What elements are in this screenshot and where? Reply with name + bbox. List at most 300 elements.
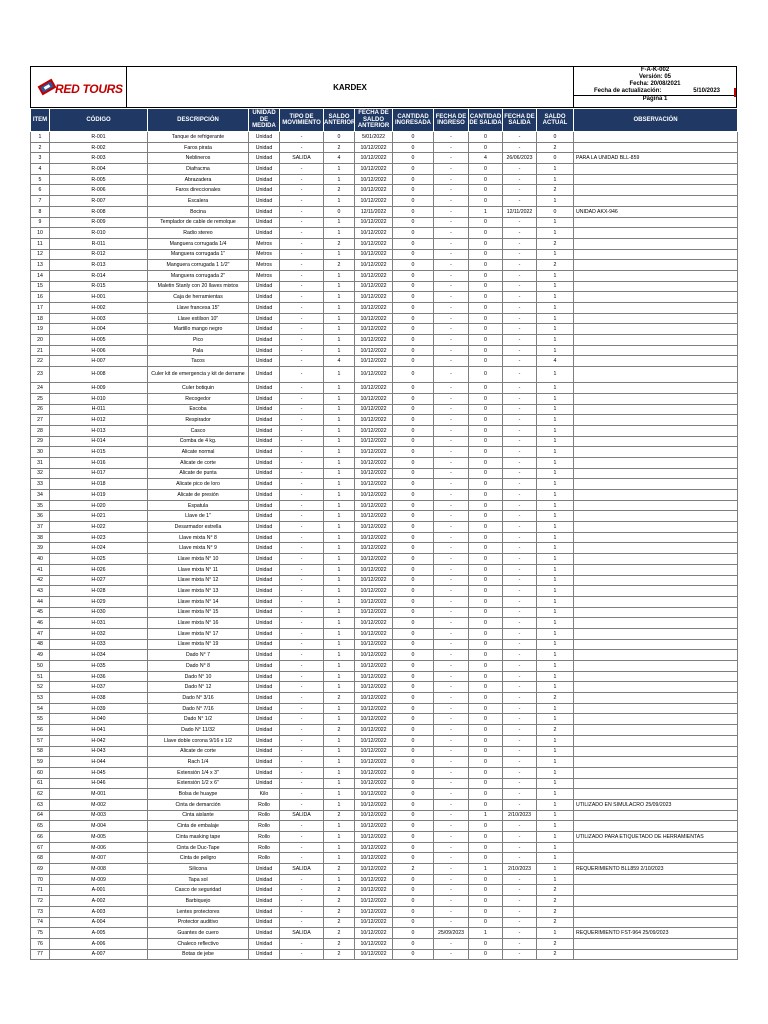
table-cell[interactable] (574, 554, 738, 565)
table-cell[interactable] (574, 650, 738, 661)
table-cell[interactable]: Rollo (249, 810, 280, 821)
table-cell[interactable]: 0 (469, 238, 503, 249)
column-header[interactable]: UNIDAD DE MEDIDA (249, 109, 280, 132)
table-cell[interactable]: - (280, 228, 324, 239)
table-cell[interactable]: 0 (393, 906, 434, 917)
table-row[interactable] (31, 714, 738, 725)
table-row[interactable] (31, 196, 738, 207)
table-cell[interactable]: 1 (537, 714, 574, 725)
table-cell[interactable]: Unidad (249, 757, 280, 768)
table-cell[interactable]: - (280, 367, 324, 383)
table-cell[interactable]: 0 (469, 682, 503, 693)
table-cell[interactable] (574, 228, 738, 239)
table-cell[interactable]: 1 (324, 383, 355, 394)
table-cell[interactable]: - (503, 383, 537, 394)
table-cell[interactable]: - (280, 270, 324, 281)
table-cell[interactable]: R-005 (50, 174, 148, 185)
table-cell[interactable]: Unidad (249, 447, 280, 458)
table-cell[interactable]: 1 (537, 821, 574, 832)
table-cell[interactable]: 10/12/2022 (355, 735, 393, 746)
table-cell[interactable]: 1 (537, 335, 574, 346)
table-cell[interactable]: H-023 (50, 532, 148, 543)
table-cell[interactable] (574, 367, 738, 383)
table-cell[interactable]: - (503, 564, 537, 575)
table-cell[interactable]: 0 (469, 874, 503, 885)
table-cell[interactable]: 0 (469, 757, 503, 768)
table-cell[interactable]: M-008 (50, 864, 148, 875)
table-cell[interactable]: 0 (469, 596, 503, 607)
table-cell[interactable]: Unidad (249, 543, 280, 554)
table-cell[interactable]: 10/12/2022 (355, 714, 393, 725)
table-cell[interactable] (574, 132, 738, 143)
table-cell[interactable]: H-004 (50, 324, 148, 335)
table-cell[interactable]: 1 (537, 554, 574, 565)
table-cell[interactable]: H-015 (50, 447, 148, 458)
table-cell[interactable]: 1 (31, 132, 50, 143)
table-cell[interactable]: - (280, 575, 324, 586)
table-cell[interactable]: Manguera corrugada 2" (148, 270, 249, 281)
table-cell[interactable]: - (503, 821, 537, 832)
table-cell[interactable]: - (280, 949, 324, 960)
table-cell[interactable]: 37 (31, 522, 50, 533)
table-cell[interactable]: - (280, 853, 324, 864)
table-cell[interactable]: 13 (31, 260, 50, 271)
table-cell[interactable]: 0 (469, 164, 503, 175)
table-cell[interactable]: Unidad (249, 864, 280, 875)
table-row[interactable] (31, 345, 738, 356)
table-cell[interactable]: Barbiquejo (148, 896, 249, 907)
table-cell[interactable]: 0 (393, 757, 434, 768)
table-cell[interactable]: Faros pirata (148, 142, 249, 153)
table-cell[interactable]: - (434, 522, 469, 533)
table-cell[interactable]: 0 (469, 586, 503, 597)
table-cell[interactable]: - (434, 132, 469, 143)
table-cell[interactable]: SALIDA (280, 153, 324, 164)
table-cell[interactable]: 0 (393, 270, 434, 281)
table-cell[interactable]: 60 (31, 767, 50, 778)
table-cell[interactable]: - (280, 757, 324, 768)
table-cell[interactable]: - (280, 671, 324, 682)
table-cell[interactable]: - (503, 703, 537, 714)
table-cell[interactable]: - (434, 436, 469, 447)
table-cell[interactable]: - (280, 938, 324, 949)
table-cell[interactable]: - (503, 682, 537, 693)
table-cell[interactable]: 24 (31, 383, 50, 394)
table-cell[interactable]: 0 (469, 832, 503, 843)
table-cell[interactable]: H-018 (50, 479, 148, 490)
table-cell[interactable]: 0 (393, 650, 434, 661)
table-cell[interactable]: 0 (469, 543, 503, 554)
table-row[interactable] (31, 778, 738, 789)
table-cell[interactable]: H-032 (50, 628, 148, 639)
table-cell[interactable]: 2/10/2023 (503, 864, 537, 875)
table-cell[interactable]: H-021 (50, 511, 148, 522)
table-cell[interactable]: Dado N° 7 (148, 650, 249, 661)
table-row[interactable] (31, 917, 738, 928)
table-cell[interactable]: A-002 (50, 896, 148, 907)
table-cell[interactable]: 0 (393, 132, 434, 143)
table-cell[interactable]: 30 (31, 447, 50, 458)
table-cell[interactable]: Unidad (249, 586, 280, 597)
table-cell[interactable]: 73 (31, 906, 50, 917)
table-cell[interactable]: Martillo mango negro (148, 324, 249, 335)
table-cell[interactable]: 1 (324, 228, 355, 239)
table-cell[interactable]: - (503, 260, 537, 271)
table-cell[interactable]: Unidad (249, 174, 280, 185)
table-row[interactable] (31, 490, 738, 501)
table-cell[interactable]: 1 (537, 500, 574, 511)
table-cell[interactable]: 0 (469, 436, 503, 447)
table-row[interactable] (31, 853, 738, 864)
table-cell[interactable]: 22 (31, 356, 50, 367)
table-cell[interactable]: Unidad (249, 415, 280, 426)
table-cell[interactable]: H-045 (50, 767, 148, 778)
table-cell[interactable]: - (280, 479, 324, 490)
table-cell[interactable]: 1 (537, 874, 574, 885)
table-cell[interactable]: 1 (324, 661, 355, 672)
column-header[interactable]: FECHA DE SALDO ANTERIOR (355, 109, 393, 132)
table-cell[interactable]: Unidad (249, 906, 280, 917)
table-cell[interactable]: 0 (469, 313, 503, 324)
table-cell[interactable] (574, 885, 738, 896)
table-cell[interactable]: REQUERIMIENTO FST-964 25/09/2023 (574, 928, 738, 939)
table-row[interactable] (31, 874, 738, 885)
table-row[interactable] (31, 500, 738, 511)
table-cell[interactable]: - (434, 174, 469, 185)
table-cell[interactable]: M-006 (50, 842, 148, 853)
table-row[interactable] (31, 554, 738, 565)
table-cell[interactable]: 72 (31, 896, 50, 907)
table-row[interactable] (31, 661, 738, 672)
table-cell[interactable]: - (434, 949, 469, 960)
table-cell[interactable]: - (503, 853, 537, 864)
table-cell[interactable]: - (434, 281, 469, 292)
table-cell[interactable]: Cinta aislante (148, 810, 249, 821)
table-cell[interactable] (574, 238, 738, 249)
table-cell[interactable]: Unidad (249, 607, 280, 618)
table-row[interactable] (31, 864, 738, 875)
table-cell[interactable]: H-012 (50, 415, 148, 426)
table-cell[interactable]: 1 (537, 928, 574, 939)
table-row[interactable] (31, 832, 738, 843)
table-cell[interactable]: A-005 (50, 928, 148, 939)
table-cell[interactable]: Unidad (249, 714, 280, 725)
table-cell[interactable]: 10/12/2022 (355, 799, 393, 810)
table-cell[interactable] (574, 345, 738, 356)
table-cell[interactable]: - (503, 607, 537, 618)
table-cell[interactable]: 0 (393, 238, 434, 249)
table-cell[interactable]: Unidad (249, 425, 280, 436)
table-row[interactable] (31, 596, 738, 607)
table-cell[interactable]: - (280, 185, 324, 196)
table-cell[interactable]: - (503, 324, 537, 335)
table-cell[interactable]: Unidad (249, 324, 280, 335)
table-cell[interactable]: 2 (537, 238, 574, 249)
table-cell[interactable]: Llave mixta N° 14 (148, 596, 249, 607)
table-cell[interactable]: 1 (324, 313, 355, 324)
table-cell[interactable]: Casco de seguridad (148, 885, 249, 896)
table-cell[interactable]: 1 (537, 292, 574, 303)
table-cell[interactable]: 0 (393, 885, 434, 896)
table-cell[interactable]: 0 (469, 335, 503, 346)
table-cell[interactable]: - (503, 436, 537, 447)
table-cell[interactable]: H-040 (50, 714, 148, 725)
table-row[interactable] (31, 628, 738, 639)
table-cell[interactable]: 2 (324, 810, 355, 821)
table-row[interactable] (31, 693, 738, 704)
table-cell[interactable]: 1 (324, 618, 355, 629)
table-cell[interactable]: 32 (31, 468, 50, 479)
table-cell[interactable]: 1 (537, 447, 574, 458)
table-cell[interactable]: Unidad (249, 874, 280, 885)
table-cell[interactable]: - (503, 596, 537, 607)
table-cell[interactable]: - (503, 356, 537, 367)
column-header[interactable]: DESCRIPCIÓN (148, 109, 249, 132)
table-cell[interactable]: 1 (324, 249, 355, 260)
table-cell[interactable]: - (280, 917, 324, 928)
table-cell[interactable]: 0 (393, 596, 434, 607)
table-cell[interactable]: Unidad (249, 671, 280, 682)
table-cell[interactable]: - (280, 511, 324, 522)
table-cell[interactable]: Alicate de corte (148, 746, 249, 757)
table-cell[interactable]: Tacos (148, 356, 249, 367)
table-cell[interactable]: 0 (469, 383, 503, 394)
table-cell[interactable]: Alicate de corte (148, 457, 249, 468)
table-row[interactable] (31, 906, 738, 917)
table-cell[interactable]: 1 (324, 270, 355, 281)
table-cell[interactable]: - (434, 821, 469, 832)
table-cell[interactable]: Llave mixta N° 17 (148, 628, 249, 639)
table-cell[interactable]: Unidad (249, 457, 280, 468)
table-cell[interactable]: 1 (324, 703, 355, 714)
table-cell[interactable]: 0 (393, 532, 434, 543)
table-cell[interactable]: Metros (249, 260, 280, 271)
table-cell[interactable]: - (503, 196, 537, 207)
table-cell[interactable]: Unidad (249, 206, 280, 217)
table-cell[interactable]: Llave mixta N° 9 (148, 543, 249, 554)
table-cell[interactable]: 10/12/2022 (355, 725, 393, 736)
table-cell[interactable]: H-024 (50, 543, 148, 554)
table-cell[interactable]: 0 (393, 292, 434, 303)
table-cell[interactable]: - (503, 671, 537, 682)
table-cell[interactable]: 1 (537, 532, 574, 543)
table-row[interactable] (31, 607, 738, 618)
table-cell[interactable]: 0 (393, 917, 434, 928)
table-cell[interactable]: 2 (324, 949, 355, 960)
table-cell[interactable]: 0 (393, 564, 434, 575)
table-cell[interactable]: H-016 (50, 457, 148, 468)
table-cell[interactable] (574, 618, 738, 629)
table-cell[interactable]: H-010 (50, 393, 148, 404)
table-cell[interactable]: - (434, 714, 469, 725)
table-cell[interactable]: Templador de cable de remolque (148, 217, 249, 228)
table-cell[interactable]: 1 (324, 799, 355, 810)
table-row[interactable] (31, 810, 738, 821)
table-cell[interactable]: - (434, 906, 469, 917)
table-cell[interactable]: Manguera corrugada 1/4 (148, 238, 249, 249)
table-cell[interactable] (574, 757, 738, 768)
table-cell[interactable]: - (280, 885, 324, 896)
table-cell[interactable]: - (280, 586, 324, 597)
table-cell[interactable]: - (503, 468, 537, 479)
table-cell[interactable]: - (280, 393, 324, 404)
table-cell[interactable]: 23 (31, 367, 50, 383)
table-cell[interactable]: 0 (469, 511, 503, 522)
table-cell[interactable]: - (503, 757, 537, 768)
table-cell[interactable]: - (503, 425, 537, 436)
table-cell[interactable]: M-003 (50, 810, 148, 821)
table-cell[interactable]: - (280, 174, 324, 185)
table-row[interactable] (31, 174, 738, 185)
table-cell[interactable]: 0 (393, 842, 434, 853)
table-cell[interactable]: 10/12/2022 (355, 142, 393, 153)
table-cell[interactable]: 28 (31, 425, 50, 436)
table-cell[interactable]: 1 (537, 511, 574, 522)
table-cell[interactable]: H-030 (50, 607, 148, 618)
table-cell[interactable]: 1 (324, 532, 355, 543)
table-cell[interactable]: - (280, 564, 324, 575)
table-cell[interactable]: 1 (537, 596, 574, 607)
table-cell[interactable]: 0 (469, 292, 503, 303)
table-cell[interactable]: 53 (31, 693, 50, 704)
table-cell[interactable]: - (280, 217, 324, 228)
table-cell[interactable]: - (434, 238, 469, 249)
table-cell[interactable]: - (503, 447, 537, 458)
table-cell[interactable]: 1 (537, 404, 574, 415)
table-cell[interactable]: 0 (393, 821, 434, 832)
table-cell[interactable]: - (434, 292, 469, 303)
table-cell[interactable]: 10/12/2022 (355, 164, 393, 175)
table-cell[interactable]: 1 (537, 586, 574, 597)
table-row[interactable] (31, 383, 738, 394)
table-cell[interactable]: 76 (31, 938, 50, 949)
table-cell[interactable]: 1 (537, 671, 574, 682)
table-cell[interactable]: - (503, 500, 537, 511)
table-cell[interactable]: 0 (393, 367, 434, 383)
table-cell[interactable]: Kilo (249, 789, 280, 800)
table-row[interactable] (31, 618, 738, 629)
table-cell[interactable]: 38 (31, 532, 50, 543)
table-cell[interactable]: M-005 (50, 832, 148, 843)
table-cell[interactable]: - (503, 885, 537, 896)
table-cell[interactable]: 10/12/2022 (355, 618, 393, 629)
table-cell[interactable]: Unidad (249, 928, 280, 939)
table-cell[interactable]: 0 (469, 500, 503, 511)
table-cell[interactable]: 1 (324, 164, 355, 175)
table-cell[interactable]: Unidad (249, 479, 280, 490)
table-cell[interactable]: 41 (31, 564, 50, 575)
table-cell[interactable]: 1 (537, 832, 574, 843)
table-cell[interactable]: 0 (469, 639, 503, 650)
table-cell[interactable]: Rollo (249, 853, 280, 864)
table-cell[interactable]: Unidad (249, 735, 280, 746)
table-cell[interactable]: 4 (469, 153, 503, 164)
table-cell[interactable]: 3 (31, 153, 50, 164)
table-cell[interactable]: 10/12/2022 (355, 703, 393, 714)
table-cell[interactable]: H-036 (50, 671, 148, 682)
table-cell[interactable]: Unidad (249, 693, 280, 704)
table-cell[interactable]: 1 (537, 345, 574, 356)
table-cell[interactable]: 1 (537, 468, 574, 479)
table-cell[interactable]: 10/12/2022 (355, 586, 393, 597)
table-cell[interactable]: - (503, 335, 537, 346)
table-cell[interactable] (574, 303, 738, 314)
table-cell[interactable]: 0 (393, 345, 434, 356)
table-cell[interactable]: 0 (393, 281, 434, 292)
table-cell[interactable] (574, 789, 738, 800)
table-cell[interactable]: - (503, 575, 537, 586)
table-cell[interactable]: 10/12/2022 (355, 228, 393, 239)
table-row[interactable] (31, 313, 738, 324)
table-cell[interactable]: 1 (324, 522, 355, 533)
table-cell[interactable]: 12/11/2022 (503, 206, 537, 217)
table-cell[interactable]: 1 (537, 853, 574, 864)
table-cell[interactable]: A-006 (50, 938, 148, 949)
table-cell[interactable]: 10/12/2022 (355, 821, 393, 832)
table-cell[interactable]: - (434, 367, 469, 383)
table-cell[interactable]: 10/12/2022 (355, 682, 393, 693)
table-cell[interactable] (574, 693, 738, 704)
table-cell[interactable]: - (280, 415, 324, 426)
table-cell[interactable]: - (434, 874, 469, 885)
table-cell[interactable]: 10/12/2022 (355, 522, 393, 533)
table-cell[interactable]: 1 (537, 864, 574, 875)
table-cell[interactable]: 2 (324, 938, 355, 949)
table-cell[interactable]: PARA LA UNIDAD BLL-859 (574, 153, 738, 164)
table-cell[interactable]: 2 (324, 260, 355, 271)
table-cell[interactable]: 0 (469, 174, 503, 185)
table-cell[interactable]: - (280, 142, 324, 153)
table-cell[interactable]: 31 (31, 457, 50, 468)
table-cell[interactable]: 1 (537, 575, 574, 586)
table-cell[interactable]: Cinta de peligro (148, 853, 249, 864)
table-cell[interactable]: H-029 (50, 596, 148, 607)
table-cell[interactable]: 10/12/2022 (355, 393, 393, 404)
table-cell[interactable]: - (434, 457, 469, 468)
table-row[interactable] (31, 281, 738, 292)
table-cell[interactable]: R-008 (50, 206, 148, 217)
table-cell[interactable]: R-001 (50, 132, 148, 143)
table-cell[interactable]: 0 (469, 842, 503, 853)
table-cell[interactable]: 2 (537, 906, 574, 917)
table-cell[interactable]: - (434, 554, 469, 565)
table-cell[interactable]: Rollo (249, 821, 280, 832)
table-cell[interactable]: 0 (324, 132, 355, 143)
table-cell[interactable]: M-007 (50, 853, 148, 864)
table-cell[interactable]: R-006 (50, 185, 148, 196)
table-cell[interactable]: Unidad (249, 185, 280, 196)
table-cell[interactable]: 1 (324, 575, 355, 586)
table-cell[interactable]: 1 (537, 228, 574, 239)
table-cell[interactable]: 12 (31, 249, 50, 260)
table-cell[interactable]: - (280, 618, 324, 629)
table-cell[interactable]: - (434, 746, 469, 757)
table-cell[interactable]: 0 (469, 367, 503, 383)
table-cell[interactable]: - (503, 228, 537, 239)
table-cell[interactable] (574, 917, 738, 928)
table-cell[interactable]: - (503, 543, 537, 554)
table-cell[interactable]: UTILIZADO PARA ETIQUETADO DE HERRAMIENTAS (574, 832, 738, 843)
table-cell[interactable]: Dado N° 8 (148, 661, 249, 672)
table-cell[interactable]: 1 (537, 682, 574, 693)
table-cell[interactable]: - (503, 799, 537, 810)
table-cell[interactable]: 0 (537, 153, 574, 164)
table-cell[interactable]: 1 (537, 490, 574, 501)
table-cell[interactable]: 5 (31, 174, 50, 185)
table-cell[interactable]: 49 (31, 650, 50, 661)
table-cell[interactable]: Respirador (148, 415, 249, 426)
table-cell[interactable]: 1 (324, 345, 355, 356)
